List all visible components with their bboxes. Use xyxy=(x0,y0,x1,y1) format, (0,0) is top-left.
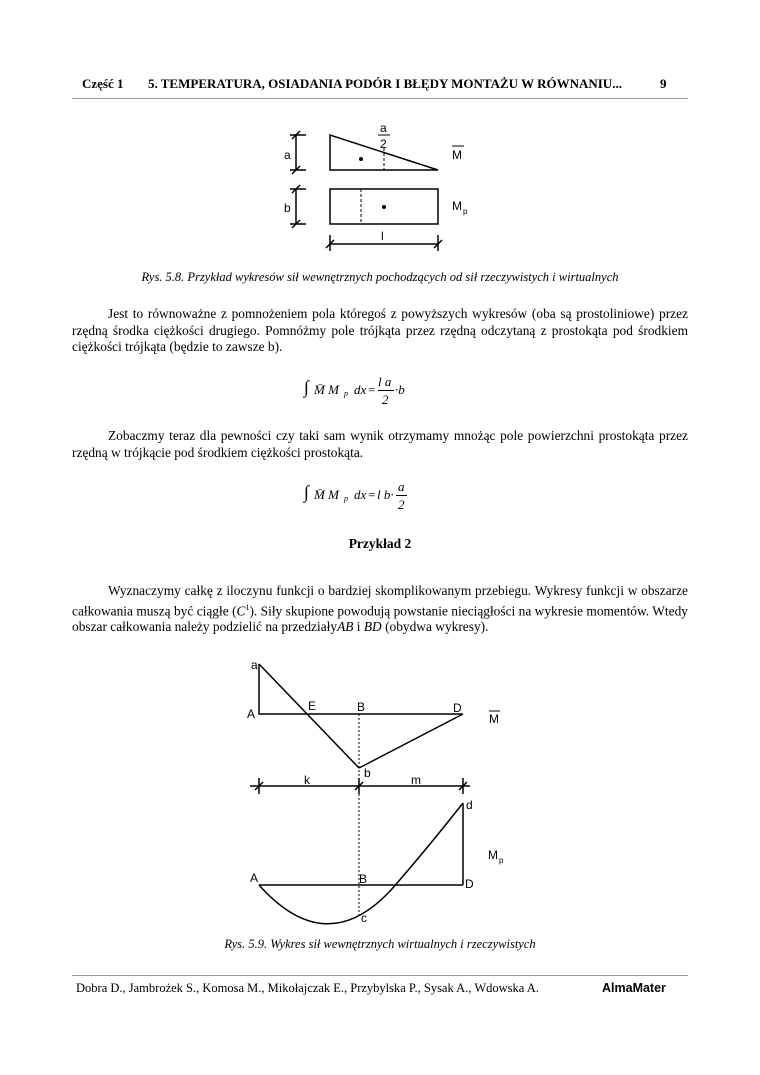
figure-5-9-caption: Rys. 5.9. Wykres sił wewnętrznych wirtualnych i rzeczywistych xyxy=(224,937,536,951)
footer-rule xyxy=(72,975,688,976)
formula-2 xyxy=(304,481,464,515)
label-c: c xyxy=(361,911,367,925)
label-A-bottom: A xyxy=(250,871,259,885)
label-D-top: D xyxy=(453,701,462,715)
header-chapter-title: 5. TEMPERATURA, OSIADANIA PODÓR I BŁĘDY MONTAŻU W RÓWNANIU... xyxy=(148,76,622,91)
formula-1-tail: ·b xyxy=(395,382,405,397)
formula-1-dx: dx xyxy=(354,382,367,397)
formula-2-denominator: 2 xyxy=(398,497,405,512)
label-m-p: M xyxy=(452,199,462,213)
label-m-p-subscript: p xyxy=(463,207,468,216)
label-b-dimension: b xyxy=(284,201,291,215)
integral-sign: ∫ xyxy=(304,482,309,502)
formula-1-fraction-bar xyxy=(378,390,394,391)
label-m-p: M xyxy=(488,848,498,862)
label-a: a xyxy=(251,658,258,672)
paragraph-3-text-middle: ). Siły skupione powodują powstanie nieciągłości na wykresie momentów. Wtedy obszar całkowania należy podzielić na przedziały xyxy=(72,602,688,635)
triangle-centroid-dot xyxy=(359,157,363,161)
formula-1-denominator: 2 xyxy=(382,392,389,407)
paragraph-1: Jest to równoważne z pomnożeniem pola któregoś z powyższych wykresów (oba są prostoliniowe) przez rzędną środka ciężkości drugiego. Pomnóżmy pole trójkąta przez rzędną odczytaną z prostokąta pod środkiem ciężkości trójkąta (będzie to zawsze b). xyxy=(72,306,688,354)
real-moment-curve xyxy=(259,803,463,924)
integral-sign: ∫ xyxy=(304,377,309,397)
label-a-dimension: a xyxy=(284,148,291,162)
formula-1-numerator: l a xyxy=(378,374,392,389)
footer-brand: AlmaMater xyxy=(602,981,666,995)
figure-5-8-caption: Rys. 5.8. Przykład wykresów sił wewnętrznych pochodzących od sił rzeczywistych i wirtualnych xyxy=(141,270,619,284)
paragraph-3-and: i xyxy=(353,619,364,635)
footer-authors: Dobra D., Jambrożek S., Komosa M., Mikołajczak E., Przybylska P., Sysak A., Wdowska A. xyxy=(76,981,539,995)
label-b: b xyxy=(364,766,371,780)
formula-1-integrand: M̄ M xyxy=(314,382,339,397)
formula-1-equals: = xyxy=(368,382,376,397)
formula-2-numerator: a xyxy=(398,479,405,494)
continuity-class-superscript: 1 xyxy=(245,602,250,612)
label-B-top: B xyxy=(357,700,366,714)
example-heading: Przykład 2 xyxy=(348,536,412,551)
virtual-moment-descending-line xyxy=(259,664,359,768)
formula-2-dx: dx xyxy=(354,487,367,502)
formula-2-subscript: p xyxy=(344,494,348,503)
virtual-moment-ascending-line xyxy=(359,714,463,768)
formula-2-lead: l b· xyxy=(377,487,394,502)
formula-1-subscript: p xyxy=(344,389,348,398)
label-a-half-numerator: a xyxy=(380,121,387,135)
rectangle-centroid-dot xyxy=(382,205,386,209)
paragraph-3-text-after: (obydwa wykresy). xyxy=(381,619,489,635)
label-k: k xyxy=(304,773,310,787)
label-m-bar: M xyxy=(489,712,499,726)
formula-2-fraction-bar xyxy=(396,495,407,496)
paragraph-3-text-before: Wyznaczymy całkę z iloczynu funkcji o bardziej skomplikowanym przebiegu. Wykresy funkcji w obszarze całkowania muszą być ciągłe ( xyxy=(72,583,688,618)
interval-ab: AB xyxy=(337,619,354,635)
header-page-number: 9 xyxy=(660,76,667,91)
continuity-class: C xyxy=(236,602,246,618)
paragraph-3 xyxy=(72,583,688,636)
formula-2-equals: = xyxy=(368,487,376,502)
interval-bd: BD xyxy=(363,619,382,635)
label-A-top: A xyxy=(247,707,256,721)
figure-5-8-diagram xyxy=(270,118,490,258)
label-m-p-subscript: p xyxy=(499,856,504,865)
label-B-bottom: B xyxy=(359,872,368,886)
label-E: E xyxy=(308,699,317,713)
formula-2-integrand: M̄ M xyxy=(314,487,339,502)
label-d: d xyxy=(466,798,473,812)
label-a-half-denominator: 2 xyxy=(380,137,387,151)
formula-1 xyxy=(304,376,464,410)
header-rule xyxy=(72,98,688,99)
paragraph-2: Zobaczmy teraz dla pewności czy taki sam wynik otrzymamy mnożąc pole powierzchni prostokąta przez rzędną w trójkącie pod środkiem ciężkości prostokąta. xyxy=(72,428,688,460)
label-l-dimension: l xyxy=(381,229,384,243)
label-m: m xyxy=(411,773,421,787)
figure-5-9-diagram xyxy=(240,650,530,930)
header-part: Część 1 xyxy=(82,76,124,91)
label-D-bottom: D xyxy=(465,877,474,891)
label-m-bar: M xyxy=(452,148,462,162)
